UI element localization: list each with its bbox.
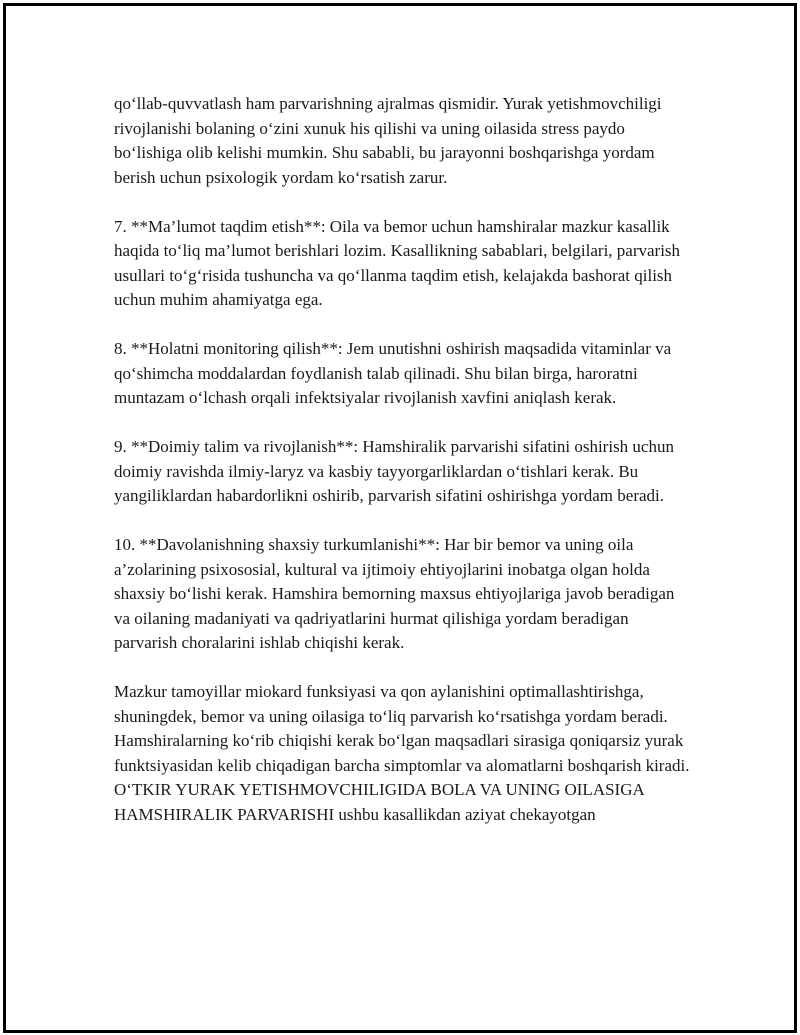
paragraph-psychological-support: qo‘llab-quvvatlash ham parvarishning ajralmas qismidir. Yurak yetishmovchiligi rivojlanishi bolaning o‘zini xunuk his qilishi va uning oilasida stress paydo bo‘lishiga olib kelishi mumkin. Shu sababli, bu jarayonni boshqarishga yordam berish uchun psixologik yordam ko‘rsatish zarur. [114, 94, 662, 187]
paragraph-personalized-treatment: 10. **Davolanishning shaxsiy turkumlanishi**: Har bir bemor va uning oila a’zolarining psixososial, kultural va ijtimoiy ehtiyojlarini inobatga olgan holda shaxsiy bo‘lishi kerak. Hamshira bemorning maxsus ehtiyojlariga javob beradigan va oilaning madaniyati va qadriyatlarini hurmat qilishiga yordam beradigan parvarish choralarini ishlab chiqishi kerak. [114, 535, 675, 652]
paragraph-information-provision: 7. **Ma’lumot taqdim etish**: Oila va bemor uchun hamshiralar mazkur kasallik haqida to‘liq ma’lumot berishlari lozim. Kasallikning sabablari, belgilari, parvarish usullari to‘g‘risida tushuncha va qo‘llanma taqdim etish, kelajakda bashorat qilish uchun muhim ahamiyatga ega. [114, 216, 681, 309]
paragraph-conclusion: Mazkur tamoyillar miokard funksiyasi va qon aylanishini optimallashtirishga, shuningdek, bemor va uning oilasiga to‘liq parvarish ko‘rsatishga yordam beradi. Hamshiralarning ko‘rib chiqishi kerak bo‘lgan maqsadlari sirasiga qoniqarsiz yurak funktsiyasidan kelib chiqadigan barcha simptomlar va alomatlarni boshqarish kiradi. O‘TKIR YURAK YETISHMOVCHILIGIDA BOLA VA UNING OILASIGA HAMSHIRALIK PARVARISHI ushbu kasallikdan aziyat chekayotgan [114, 682, 690, 824]
document-body [114, 92, 694, 827]
paragraph-continuous-education: 9. **Doimiy talim va rivojlanish**: Hamshiralik parvarishi sifatini oshirish uchun doimiy ravishda ilmiy-laryz va kasbiy tayyorgarliklardan o‘tishlari kerak. Bu yangiliklardan habardorlikni oshirib, parvarish sifatini oshirishga yordam beradi. [114, 437, 674, 505]
paragraph-condition-monitoring: 8. **Holatni monitoring qilish**: Jem unutishni oshirish maqsadida vitaminlar va qo‘shimcha moddalardan foydlanish talab qilinadi. Shu bilan birga, haroratni muntazam o‘lchash orqali infektsiyalar rivojlanish xavfini aniqlash kerak. [114, 339, 672, 407]
